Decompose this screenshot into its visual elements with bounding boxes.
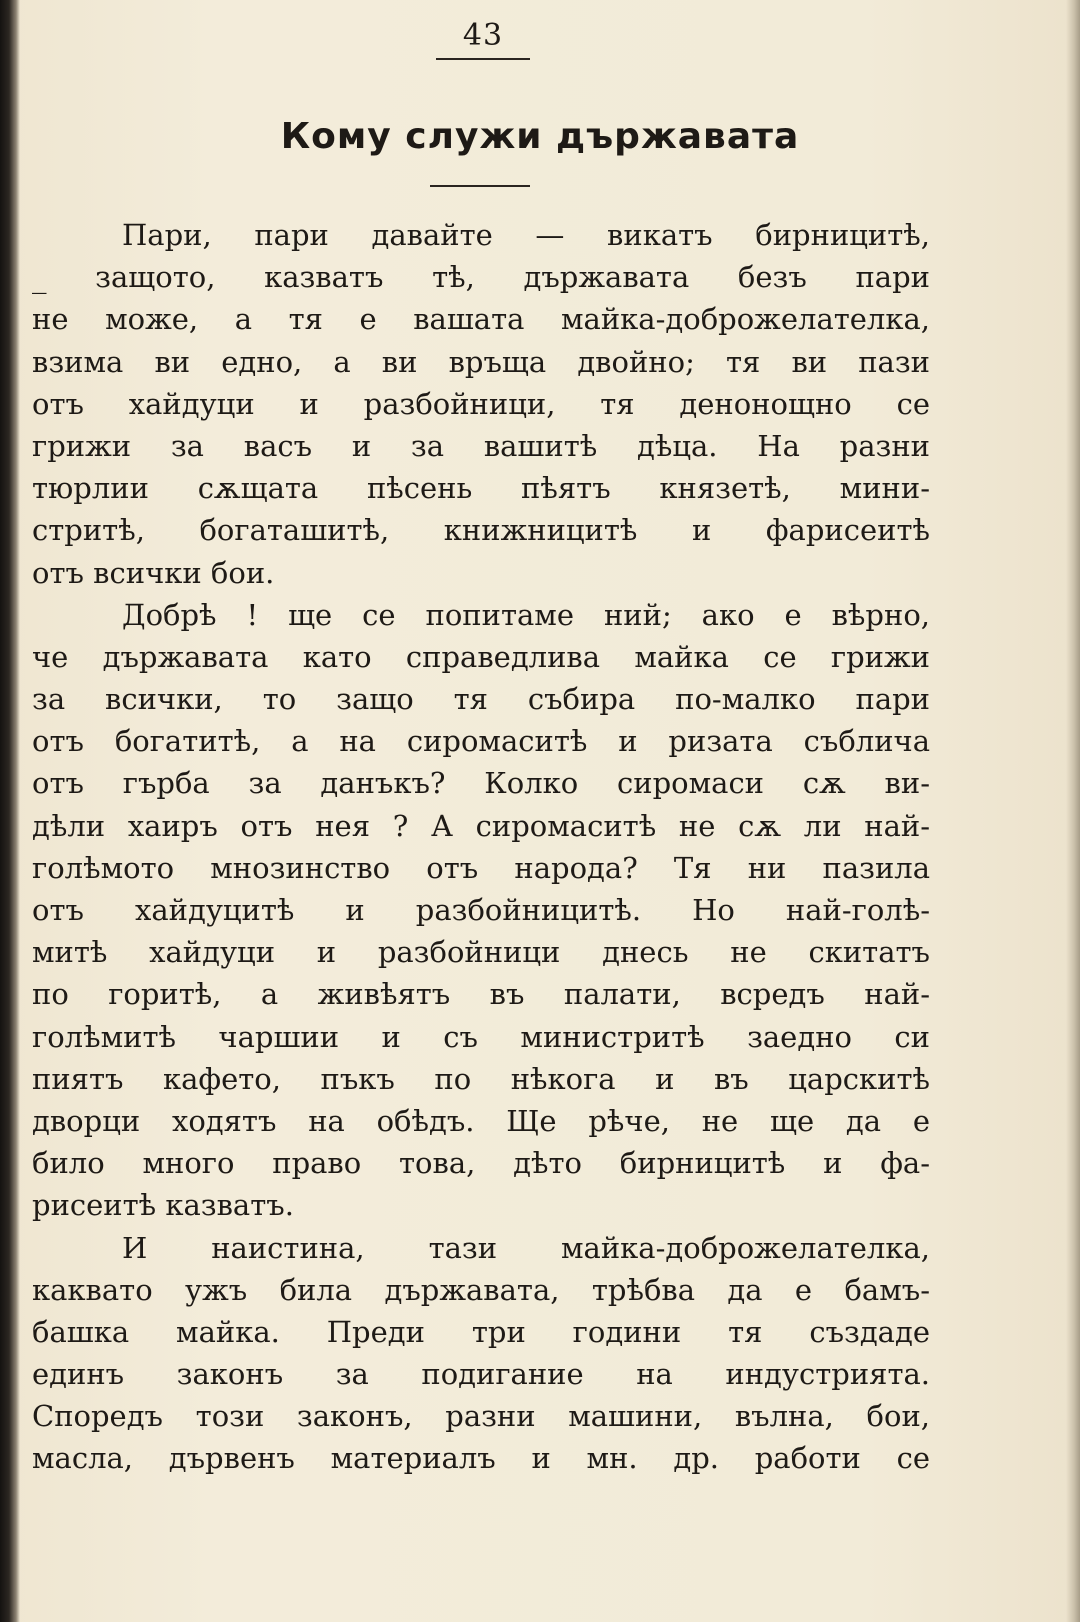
page-number: 43 bbox=[462, 18, 504, 53]
chapter-title: Кому служи държавата bbox=[280, 116, 800, 157]
text-line: отъ хайдуци и разбойници, тя денонощно се bbox=[32, 386, 930, 421]
text-line: голѣмото мнозинство отъ народа? Тя ни пазила bbox=[32, 850, 930, 885]
text-line: башка майка. Преди три години тя създаде bbox=[32, 1314, 930, 1349]
text-line: стритѣ, богаташитѣ, книжницитѣ и фарисеитѣ bbox=[32, 513, 930, 548]
text-line: отъ всички бои. bbox=[32, 555, 275, 590]
text-line: отъ хайдуцитѣ и разбойницитѣ. Но най-голѣ- bbox=[32, 893, 930, 927]
page-number-rule bbox=[436, 58, 530, 60]
text-line: дѣли хаиръ отъ нея ? А сиромаситѣ не сѫ ли най- bbox=[32, 808, 930, 843]
book-spine-shadow bbox=[0, 0, 20, 1622]
text-line: И наистина, тази майка-доброжелателка, bbox=[122, 1230, 930, 1265]
text-line: масла, дървенъ материалъ и мн. др. работи се bbox=[32, 1441, 930, 1476]
body-text bbox=[32, 214, 930, 1480]
text-line: по горитѣ, а живѣятъ въ палати, всредъ най- bbox=[32, 977, 930, 1012]
text-line: отъ богатитѣ, а на сиромаситѣ и ризата съблича bbox=[32, 724, 930, 759]
text-line: _ защото, казватъ тѣ, държавата безъ пари bbox=[32, 260, 930, 295]
title-rule bbox=[430, 185, 530, 187]
text-line: митѣ хайдуци и разбойници днесь не скитатъ bbox=[32, 935, 930, 970]
text-line: Споредъ този законъ, разни машини, вълна, бои, bbox=[32, 1399, 930, 1434]
text-line: за всички, то защо тя събира по-малко пари bbox=[32, 682, 930, 717]
text-line: пиятъ кафето, пъкъ по нѣкога и въ царскитѣ bbox=[32, 1061, 930, 1096]
page-edge-shadow bbox=[1066, 0, 1080, 1622]
text-line: грижи за васъ и за вашитѣ дѣца. На разни bbox=[32, 428, 930, 463]
text-line: дворци ходятъ на обѣдъ. Ще рѣче, не ще да е bbox=[32, 1103, 930, 1138]
text-line: отъ гърба за данъкъ? Колко сиромаси сѫ ви- bbox=[32, 766, 930, 801]
text-line: тюрлии сѫщата пѣсень пѣятъ князетѣ, мини- bbox=[32, 471, 930, 506]
text-line: Добрѣ ! ще се попитаме ний; ако е вѣрно, bbox=[122, 597, 930, 632]
text-line: взима ви едно, а ви връща двойно; тя ви пази bbox=[32, 344, 930, 379]
text-line: голѣмитѣ чаршии и съ министритѣ заедно си bbox=[32, 1019, 930, 1054]
text-line: не може, а тя е вашата майка-доброжелателка, bbox=[32, 302, 930, 337]
text-line: било много право това, дѣто бирницитѣ и фа- bbox=[32, 1146, 930, 1181]
text-line: каквато ужъ била държавата, трѣбва да е бамъ- bbox=[32, 1272, 930, 1307]
text-line: единъ законъ за подигание на индустрията. bbox=[32, 1357, 930, 1392]
text-line: рисеитѣ казватъ. bbox=[32, 1188, 294, 1223]
text-line: че държавата като справедлива майка се грижи bbox=[32, 639, 930, 674]
text-line: Пари, пари давайте — викатъ бирницитѣ, bbox=[122, 218, 930, 252]
